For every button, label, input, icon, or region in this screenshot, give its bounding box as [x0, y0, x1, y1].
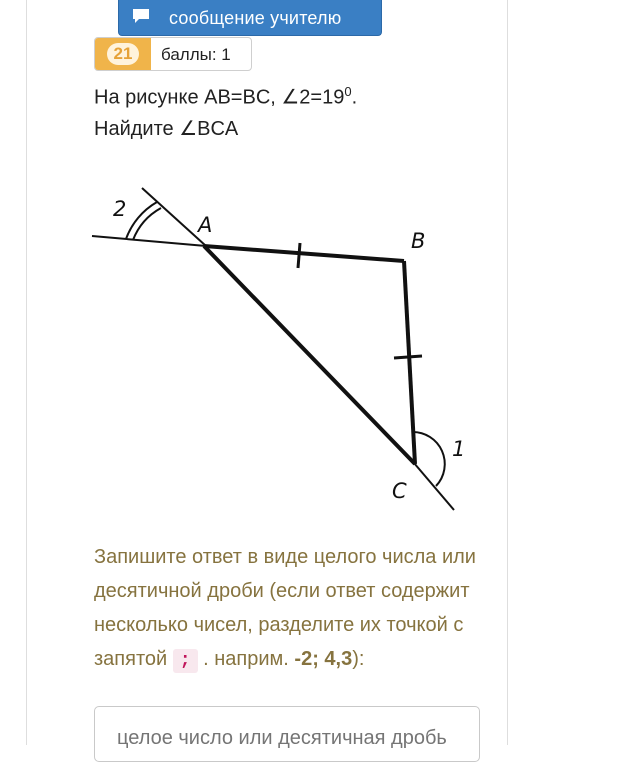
- instruction-text-1: Запишите ответ в виде целого числа или десятичной дроби (если ответ содержит несколько чисел, разделите их точкой с запятой: [94, 546, 476, 670]
- line-ca-extension-bottom: [414, 463, 454, 510]
- angle-2-arc-inner: [133, 208, 161, 240]
- message-teacher-button[interactable]: [118, 0, 382, 36]
- separator-code: ;: [173, 649, 198, 673]
- line-ab-extension: [92, 236, 206, 246]
- label-angle-2: 2: [113, 197, 127, 221]
- task-badge: [94, 37, 252, 71]
- label-angle-1: 1: [452, 437, 466, 461]
- angle-2-arc-outer: [126, 202, 157, 239]
- line-ca-extension-top: [142, 188, 206, 246]
- degree-superscript: 0: [344, 84, 352, 99]
- panel-border-right: [507, 0, 508, 745]
- angle-1-arc: [412, 432, 445, 486]
- side-bc: [404, 261, 415, 464]
- question-text: [94, 76, 357, 145]
- task-number: 21: [107, 43, 139, 65]
- message-teacher-label: сообщение учителю: [169, 8, 342, 28]
- label-a: A: [198, 213, 213, 237]
- question-line-1: [94, 76, 357, 114]
- task-number-box: [95, 38, 151, 70]
- task-score: баллы: 1: [161, 45, 231, 64]
- label-c: C: [392, 479, 407, 503]
- question-line-2: Найдите ∠BCA: [94, 117, 239, 140]
- instruction-text-3: ):: [352, 648, 365, 670]
- label-b: B: [411, 229, 426, 253]
- side-ab: [204, 246, 404, 261]
- chat-icon: [131, 8, 151, 24]
- geometry-figure: [86, 180, 486, 520]
- answer-instruction: [94, 540, 494, 676]
- instruction-example: -2; 4,3: [294, 648, 353, 670]
- question-line-1-end: .: [351, 86, 358, 109]
- side-ac: [204, 246, 415, 464]
- tick-ab: [298, 243, 300, 268]
- instruction-text-2: . наприм.: [203, 648, 289, 670]
- panel-border-left: [26, 0, 27, 745]
- question-line-1-main: На рисунке AB=BC, ∠2=19: [94, 86, 345, 109]
- answer-input[interactable]: [94, 706, 480, 762]
- tick-bc: [394, 356, 422, 358]
